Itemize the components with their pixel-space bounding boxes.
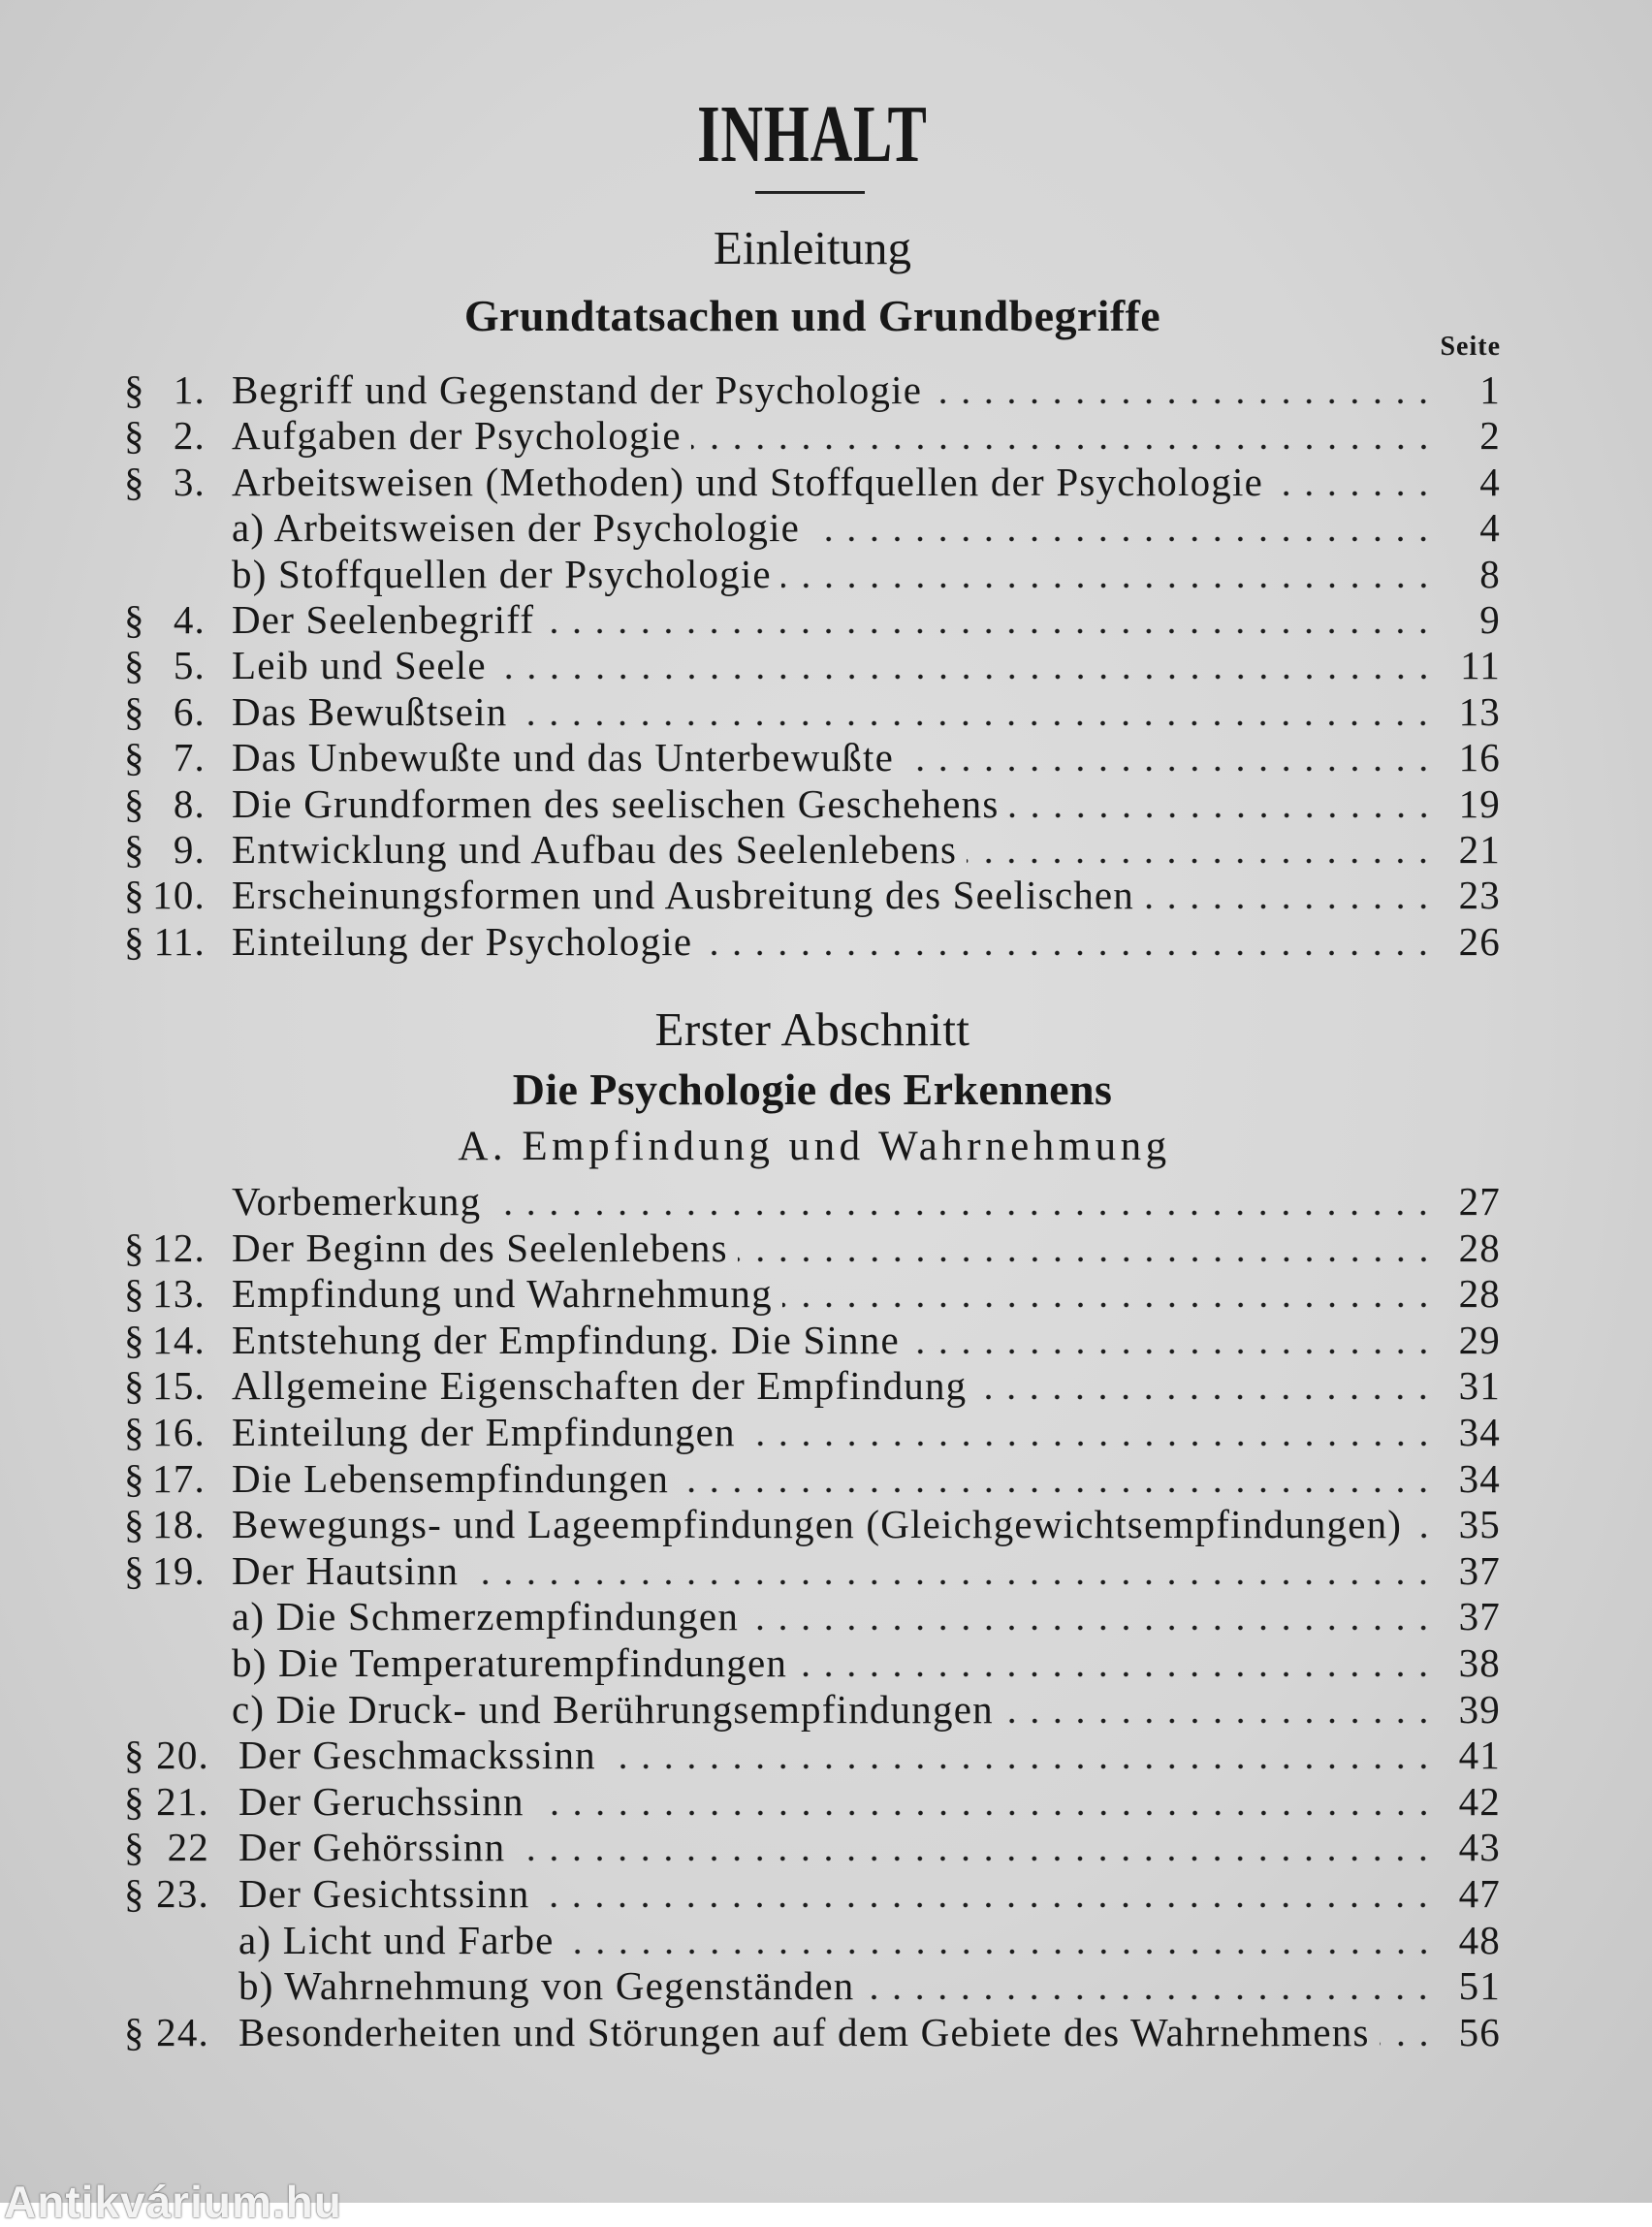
toc-entry	[124, 1871, 1501, 1918]
page-number: 2	[1479, 413, 1501, 459]
section-number: 5.	[173, 643, 206, 688]
dot-leader	[691, 413, 1435, 459]
section-sign: §	[124, 873, 145, 918]
dot-leader	[517, 689, 1435, 735]
entry-title: Vorbemerkung	[232, 1179, 482, 1224]
section-number: 15.	[152, 1363, 206, 1409]
section-number: 4.	[173, 596, 206, 642]
section-subheading: Die Psychologie des Erkennens	[512, 1065, 1113, 1114]
watermark-text: Antikvárium.hu	[4, 2177, 342, 2227]
page-number: 34	[1458, 1409, 1501, 1454]
section-sign: §	[124, 1547, 145, 1593]
section-number: 12.	[152, 1225, 206, 1270]
toc-list-section-1	[124, 1179, 1501, 2055]
entry-title: Der Gehörssinn	[238, 1825, 506, 1870]
dot-leader	[1412, 1502, 1435, 1548]
toc-subentry	[124, 505, 1501, 551]
page-number: 56	[1458, 2009, 1501, 2054]
section-sign: §	[124, 1317, 145, 1362]
page-number: 51	[1458, 1963, 1501, 2009]
entry-title: Allgemeine Eigenschaften der Empfindung	[232, 1363, 968, 1409]
entry-title: Bewegungs- und Lageempfindungen (Gleichgewichtsempfindungen)	[232, 1502, 1403, 1547]
page-number: 19	[1458, 780, 1501, 826]
page-number: 11	[1460, 643, 1501, 688]
section-number: 2.	[173, 413, 206, 459]
section-number: 23.	[156, 1870, 209, 1916]
page-number: 41	[1458, 1733, 1501, 1778]
section-number: 24.	[156, 2009, 209, 2054]
page-number: 26	[1458, 918, 1501, 964]
entry-title: Einteilung der Empfindungen	[232, 1409, 736, 1454]
subentry-title: a) Die Schmerzempfindungen	[232, 1594, 740, 1639]
entry-title: Leib und Seele	[232, 643, 487, 688]
toc-entry	[124, 1225, 1501, 1272]
toc-subentry	[124, 552, 1501, 597]
page-number: 31	[1458, 1363, 1501, 1409]
section-sign: §	[124, 1455, 145, 1501]
section-number: 21.	[156, 1778, 209, 1824]
entry-title: Der Gesichtssinn	[238, 1870, 530, 1916]
page-number: 43	[1458, 1825, 1501, 1870]
entry-title: Arbeitsweisen (Methoden) und Stoffquellen der Psychologie	[232, 459, 1263, 504]
section-sign: §	[124, 1271, 145, 1317]
section-sign: §	[124, 1825, 145, 1870]
page-number: 27	[1458, 1179, 1501, 1224]
toc-entry	[124, 873, 1501, 918]
subentry-title: a) Arbeitsweisen der Psychologie	[232, 505, 801, 551]
dot-leader	[967, 827, 1435, 873]
section-sign: §	[124, 1225, 145, 1270]
dot-leader	[1003, 1687, 1435, 1734]
toc-subentry	[124, 1594, 1501, 1640]
section-sign: §	[124, 1502, 145, 1547]
section-sign: §	[124, 459, 145, 504]
toc-entry	[124, 2010, 1501, 2056]
page-number: 35	[1458, 1502, 1501, 1547]
page-number: 47	[1458, 1870, 1501, 1916]
section-number: 19.	[152, 1547, 206, 1593]
dot-leader	[810, 505, 1435, 551]
toc-entry	[124, 1271, 1501, 1318]
page-number: 48	[1458, 1917, 1501, 1962]
dot-leader	[1009, 781, 1435, 827]
page-number: 4	[1479, 505, 1501, 551]
dot-leader	[746, 1410, 1435, 1456]
toc-entry	[124, 735, 1501, 780]
toc-entry	[124, 1363, 1501, 1410]
section-sign: §	[124, 1363, 145, 1409]
dot-leader	[781, 552, 1435, 597]
section-sign: §	[124, 1870, 145, 1916]
section-number: 3.	[173, 459, 206, 504]
subentry-title: b) Wahrnehmung von Gegenständen	[238, 1963, 855, 2009]
section-sign: §	[124, 2009, 145, 2054]
page-number: 37	[1458, 1594, 1501, 1639]
toc-entry	[124, 1733, 1501, 1779]
dot-leader	[864, 1963, 1435, 2010]
section-number: 10.	[152, 873, 206, 918]
entry-title: Der Beginn des Seelenlebens	[232, 1225, 728, 1270]
entry-title: Das Bewußtsein	[232, 688, 508, 734]
dot-leader	[738, 1225, 1435, 1272]
dot-leader	[932, 367, 1435, 413]
dot-leader	[468, 1548, 1435, 1595]
section-number: 16.	[152, 1409, 206, 1454]
section-sign: §	[124, 367, 145, 412]
intro-subheading: Grundtatsachen und Grundbegriffe	[463, 291, 1161, 340]
dot-leader	[1380, 2010, 1435, 2056]
toc-entry	[124, 1410, 1501, 1456]
page-number: 23	[1458, 873, 1501, 918]
toc-entry	[124, 413, 1501, 459]
dot-leader	[544, 597, 1435, 643]
page-number: 28	[1458, 1225, 1501, 1270]
dot-leader	[496, 643, 1435, 688]
toc-entry-preface	[124, 1179, 1501, 1225]
dot-leader	[534, 1779, 1435, 1826]
page-number: 21	[1458, 826, 1501, 872]
section-heading: Erster Abschnitt	[654, 1002, 970, 1056]
dot-leader	[564, 1918, 1435, 1964]
dot-leader	[1144, 873, 1435, 918]
dot-leader	[748, 1594, 1435, 1640]
section-sign: §	[124, 643, 145, 688]
subentry-title: b) Die Temperaturempfindungen	[232, 1639, 788, 1685]
section-sign: §	[124, 735, 145, 780]
subentry-title: c) Die Druck- und Berührungsempfindungen	[232, 1686, 994, 1732]
entry-title: Die Grundformen des seelischen Geschehens	[232, 780, 1000, 826]
page-number: 39	[1458, 1686, 1501, 1732]
intro-heading: Einleitung	[713, 221, 912, 274]
toc-entry	[124, 597, 1501, 643]
toc-list-intro	[124, 367, 1501, 965]
dot-leader	[702, 919, 1435, 965]
dot-leader	[904, 735, 1435, 780]
entry-title: Der Hautsinn	[232, 1547, 460, 1593]
dot-leader	[976, 1363, 1435, 1410]
section-sign: §	[124, 1778, 145, 1824]
section-sign: §	[124, 596, 145, 642]
section-sign: §	[124, 918, 145, 964]
dot-leader	[909, 1318, 1435, 1364]
toc-entry	[124, 1825, 1501, 1871]
toc-entry	[124, 1548, 1501, 1595]
section-number: 18.	[152, 1502, 206, 1547]
section-sign: §	[124, 1409, 145, 1454]
subentry-title: b) Stoffquellen der Psychologie	[232, 551, 772, 596]
entry-title: Aufgaben der Psychologie	[232, 413, 682, 459]
section-sign: §	[124, 780, 145, 826]
entry-title: Einteilung der Psychologie	[232, 918, 693, 964]
page-number: 16	[1458, 735, 1501, 780]
toc-subentry	[124, 1918, 1501, 1964]
subentry-title: a) Licht und Farbe	[238, 1917, 555, 1962]
section-number: 11.	[153, 918, 206, 964]
page-number: 28	[1458, 1271, 1501, 1317]
toc-entry	[124, 781, 1501, 827]
section-sign: §	[124, 413, 145, 459]
entry-title: Entwicklung und Aufbau des Seelenlebens	[232, 826, 958, 872]
entry-title: Entstehung der Empfindung. Die Sinne	[232, 1317, 900, 1362]
page-number: 9	[1479, 596, 1501, 642]
section-number: 22	[167, 1825, 209, 1870]
page-title-text: INHALT	[697, 89, 928, 179]
section-sign: §	[124, 1733, 145, 1778]
toc-subentry	[124, 1963, 1501, 2010]
page-number: 37	[1458, 1547, 1501, 1593]
section-number: 8.	[173, 780, 206, 826]
section-number: 14.	[152, 1317, 206, 1362]
dot-leader	[539, 1871, 1435, 1918]
page-number: 34	[1458, 1455, 1501, 1501]
toc-entry	[124, 643, 1501, 688]
page-number: 29	[1458, 1317, 1501, 1362]
page-column-label: Seite	[1440, 332, 1501, 362]
page-number: 8	[1479, 551, 1501, 596]
section-number: 17.	[152, 1455, 206, 1501]
section-sign: §	[124, 826, 145, 872]
entry-title: Begriff und Gegenstand der Psychologie	[232, 367, 923, 412]
toc-entry	[124, 1779, 1501, 1826]
page-number: 38	[1458, 1639, 1501, 1685]
entry-title: Das Unbewußte und das Unterbewußte	[232, 735, 894, 780]
page-title	[124, 91, 1501, 178]
entry-title: Erscheinungsformen und Ausbreitung des Seelischen	[232, 873, 1135, 918]
dot-leader	[782, 1271, 1435, 1318]
toc-entry	[124, 460, 1501, 505]
toc-entry	[124, 827, 1501, 873]
entry-title: Der Seelenbegriff	[232, 596, 535, 642]
toc-entry	[124, 367, 1501, 413]
page-number: 1	[1479, 367, 1501, 412]
toc-entry	[124, 1502, 1501, 1548]
title-underline-rule	[755, 191, 865, 194]
section-part-heading: A. Empfindung und Wahrnehmung	[458, 1124, 1171, 1169]
entry-title: Empfindung und Wahrnehmung	[232, 1271, 773, 1317]
section-number: 1.	[173, 367, 206, 412]
dot-leader	[515, 1825, 1435, 1871]
toc-subentry	[124, 1687, 1501, 1734]
section-number: 20.	[156, 1733, 209, 1778]
toc-entry	[124, 689, 1501, 735]
entry-title: Der Geschmackssinn	[238, 1733, 596, 1778]
section-number: 6.	[173, 688, 206, 734]
watermark	[0, 2177, 601, 2227]
section-sign: §	[124, 688, 145, 734]
toc-subentry	[124, 1640, 1501, 1687]
toc-entry	[124, 1318, 1501, 1364]
section-number: 7.	[173, 735, 206, 780]
page-number: 13	[1458, 688, 1501, 734]
dot-leader	[606, 1733, 1435, 1779]
toc-entry	[124, 1456, 1501, 1503]
dot-leader	[679, 1456, 1435, 1503]
dot-leader	[797, 1640, 1435, 1687]
entry-title: Besonderheiten und Störungen auf dem Gebiete des Wahrnehmens	[238, 2009, 1370, 2054]
toc-entry	[124, 919, 1501, 965]
page-number: 4	[1479, 459, 1501, 504]
entry-title: Die Lebensempfindungen	[232, 1455, 670, 1501]
dot-leader	[1273, 460, 1435, 505]
entry-title: Der Geruchssinn	[238, 1778, 524, 1824]
section-number: 13.	[152, 1271, 206, 1317]
section-number: 9.	[173, 826, 206, 872]
dot-leader	[491, 1179, 1435, 1225]
page-number: 42	[1458, 1778, 1501, 1824]
